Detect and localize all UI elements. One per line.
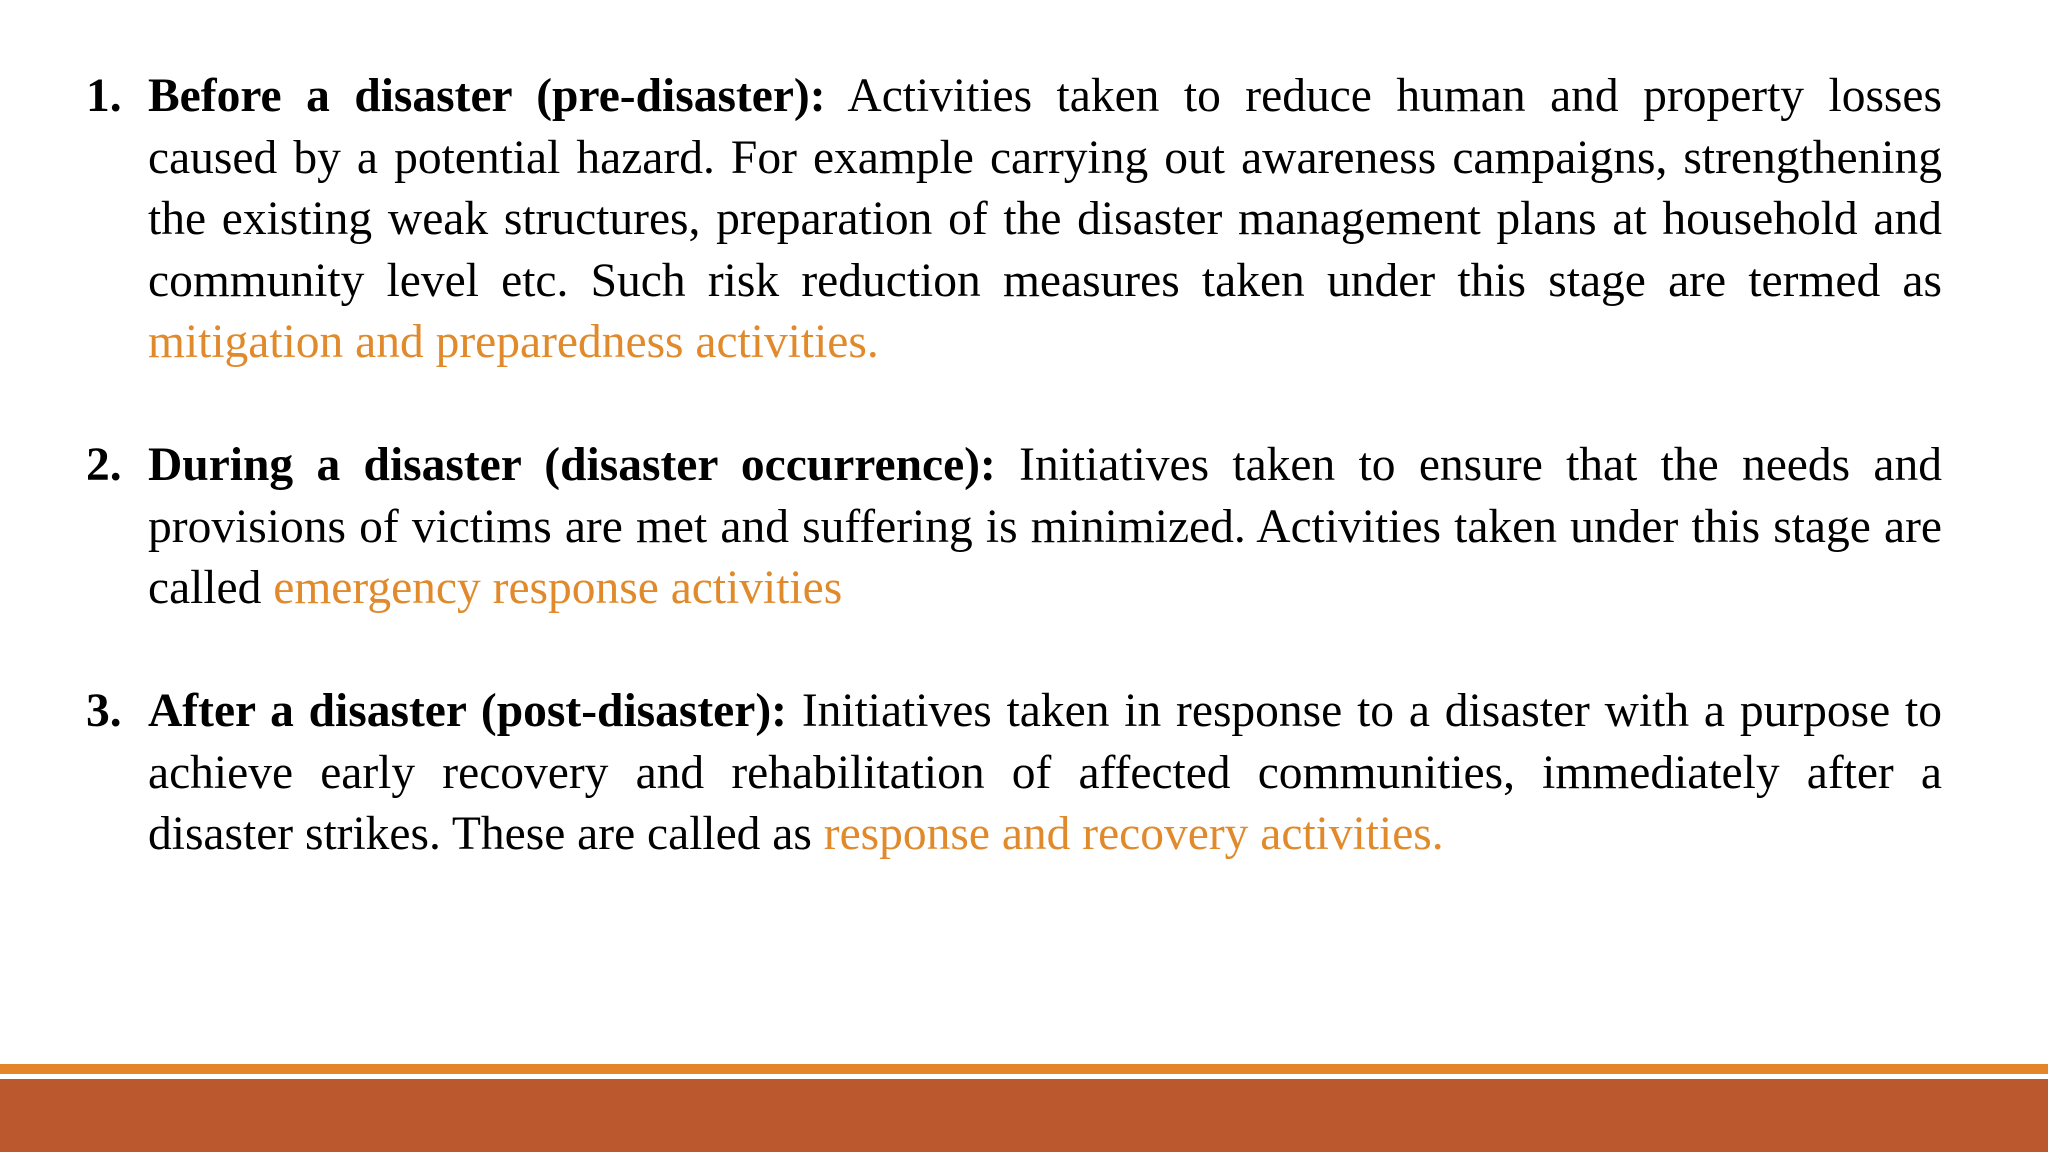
footer-bar [0,1079,2048,1152]
list-highlight: response and recovery activities. [823,808,1444,860]
list-body: Initiatives taken in response to a disaster with a purpose to achieve early recovery and rehabilitation of affected communities, immediately after a disaster strikes. These are called as [148,685,1942,860]
footer-accent-line [0,1064,2048,1074]
list-item-pre-disaster [86,66,1942,374]
list-number: 1. [86,70,122,122]
list-item-during-disaster [86,435,1942,620]
list-body: Activities taken to reduce human and property losses caused by a potential hazard. For example carrying out awareness campaigns, strengthening the existing weak structures, preparation of the disaster management plans at household and community level etc. Such risk reduction measures taken under this stage are termed as [148,70,1942,307]
list-heading: During a disaster (disaster occurrence): [148,439,996,491]
list-highlight: mitigation and preparedness activities. [148,316,879,368]
list-heading: After a disaster (post-disaster): [148,685,787,737]
slide-content [86,66,1942,866]
list-item-post-disaster [86,681,1942,866]
list-body: Initiatives taken to ensure that the needs and provisions of victims are met and suffering is minimized. Activities taken under this stage are called [148,439,1942,614]
list-heading: Before a disaster (pre-disaster): [148,70,826,122]
list-highlight: emergency response activities [273,562,843,614]
list-number: 3. [86,685,122,737]
list-number: 2. [86,439,122,491]
